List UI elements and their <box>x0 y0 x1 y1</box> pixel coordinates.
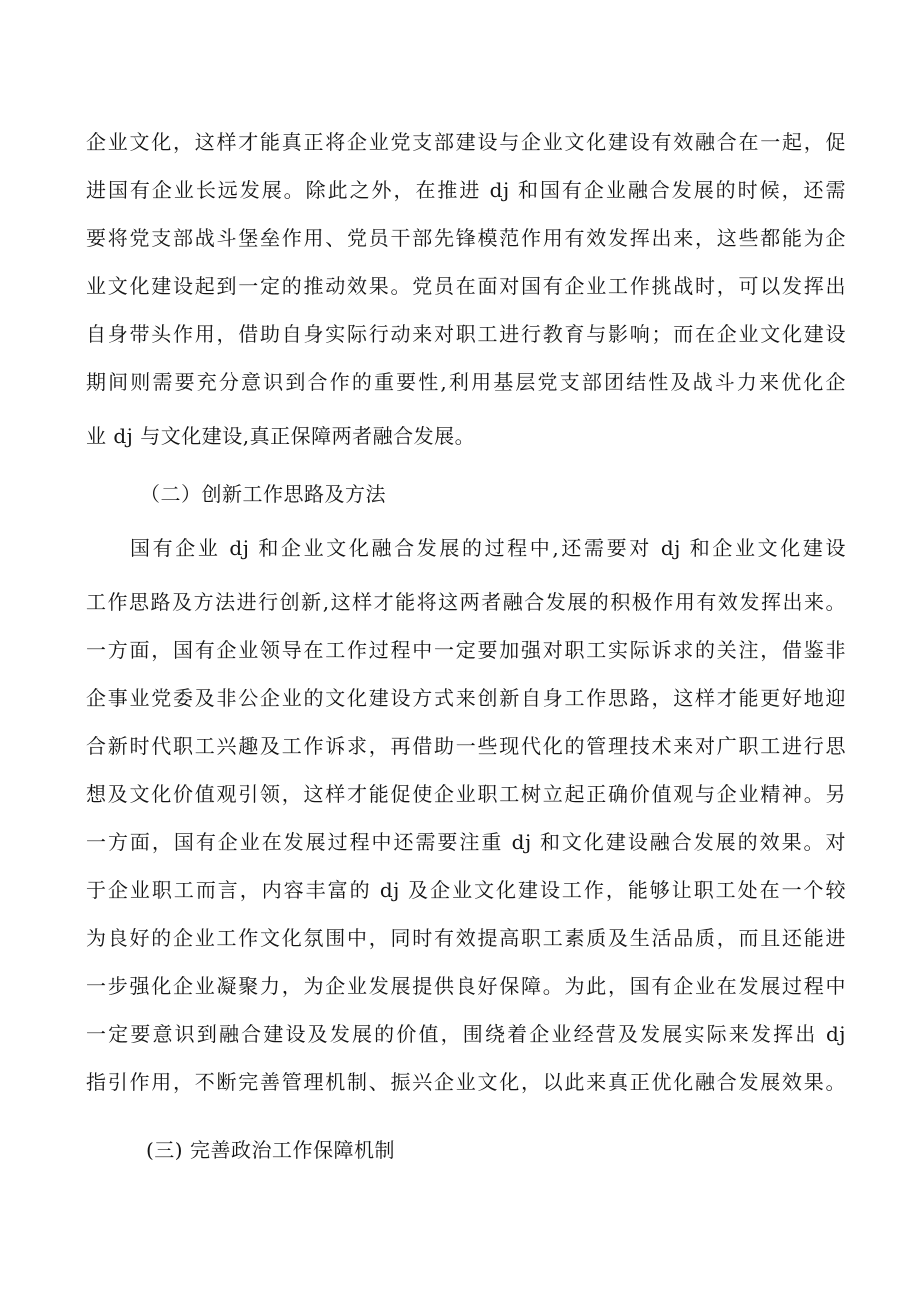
text-line: 合新时代职工兴趣及工作诉求，再借助一些现代化的管理技术来对广职工进行思 <box>86 734 846 758</box>
text-line: 指引作用，不断完善管理机制、振兴企业文化，以此来真正优化融合发展效果。 <box>86 1070 846 1094</box>
section-heading-2: （二）创新工作思路及方法 <box>140 482 386 506</box>
text-line: 想及文化价值观引领，这样才能促使企业职工树立起正确价值观与企业精神。另 <box>86 782 846 806</box>
text-line: 自身带头作用，借助自身实际行动来对职工进行教育与影响；而在企业文化建设 <box>86 322 846 346</box>
text-line: 企业文化，这样才能真正将企业党支部建设与企业文化建设有效融合在一起，促 <box>86 130 846 154</box>
text-line: 业文化建设起到一定的推动效果。党员在面对国有企业工作挑战时，可以发挥出 <box>86 274 846 298</box>
text-line: 企事业党委及非公企业的文化建设方式来创新自身工作思路，这样才能更好地迎 <box>86 686 846 710</box>
text-line: 一定要意识到融合建设及发展的价值，围绕着企业经营及发展实际来发挥出 dj <box>86 1022 846 1046</box>
section-heading-3: (三) 完善政治工作保障机制 <box>146 1138 395 1162</box>
text-line: 工作思路及方法进行创新,这样才能将这两者融合发展的积极作用有效发挥出来。 <box>86 590 846 614</box>
text-line: 要将党支部战斗堡垒作用、党员干部先锋模范作用有效发挥出来，这些都能为企 <box>86 226 846 250</box>
text-line: 国有企业 dj 和企业文化融合发展的过程中,还需要对 dj 和企业文化建设 <box>130 536 846 560</box>
text-line: 进国有企业长远发展。除此之外，在推进 dj 和国有企业融合发展的时候，还需 <box>86 178 846 202</box>
text-line: 一步强化企业凝聚力，为企业发展提供良好保障。为此，国有企业在发展过程中 <box>86 974 846 998</box>
text-line: 一方面，国有企业在发展过程中还需要注重 dj 和文化建设融合发展的效果。对 <box>86 830 846 854</box>
text-line: 于企业职工而言，内容丰富的 dj 及企业文化建设工作，能够让职工处在一个较 <box>86 878 846 902</box>
text-line: 业 dj 与文化建设,真正保障两者融合发展。 <box>86 424 476 448</box>
text-line: 一方面，国有企业领导在工作过程中一定要加强对职工实际诉求的关注，借鉴非 <box>86 638 846 662</box>
text-line: 为良好的企业工作文化氛围中，同时有效提高职工素质及生活品质，而且还能进 <box>86 926 846 950</box>
text-line: 期间则需要充分意识到合作的重要性,利用基层党支部团结性及战斗力来优化企 <box>86 370 846 394</box>
